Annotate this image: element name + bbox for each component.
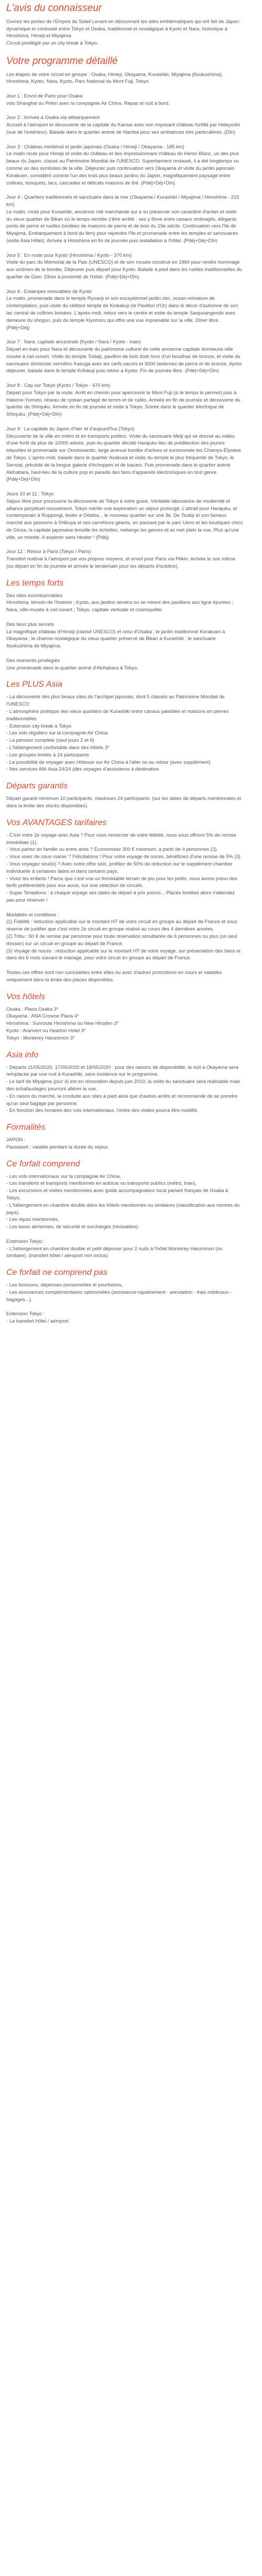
text-line: - Vivez les enfants ! Parce que c'est vrai un formidable terrain de jeu pour les petits, nous avons prévu des tarifs préférentiels pour eux aussi, sur une sélection de circuits.	[6, 875, 237, 889]
text-line: - Les vols internationaux sur la compagnie Air China,	[6, 1173, 121, 1179]
text-line: Toutes ces offres sont non cumulables entre elles ou avec d'autres promotions en cours et valables uniquement dans la limite des places disponibles.	[6, 969, 222, 982]
text-line: - Les transferts et transports mentionnés en autocar ou transports publics (métro, train),	[6, 1180, 197, 1186]
text-line: Jour 1 : Envol de Paris pour Osaka	[6, 93, 83, 99]
text-line: vols Shanghai ou Pékin avec la compagnie Air China. Repas et nuit à bord.	[6, 100, 170, 106]
section-title: Votre programme détaillé	[6, 55, 118, 67]
text-line: Passeport : valable pendant la durée du séjour.	[6, 1143, 109, 1150]
text-line: Départ garanti minimum 10 participants, maximum 24 participants. (sur les dates de départs mentionnées et dans la limite des stocks disponibles)	[6, 795, 242, 808]
section-intro	[6, 2, 243, 47]
text-line: Jours 10 et 11 : Tokyo	[6, 490, 54, 496]
text-line: (1) Fidélité : réduction applicable sur le montant HT de votre circuit en groupe au départ de France et sous réserve de justifier que c'est votre 2e circuit en groupe réalisé au cours des 4 dernières années.	[6, 918, 237, 932]
text-line: Des sites incontournables	[6, 592, 63, 598]
text-line: Visite du parc du Mémorial de la Paix (UNESCO) et de son musée construit en 1960 pour rendre hommage aux victimes de la bombe. Déjeuner puis départ pour Kyoto. Balade à pied dans les ruelles traditionnelles du quartier de Gion. Dîner à proximité de l'hôtel. (Pdéj+Déj+Dîn)	[6, 259, 242, 279]
paragraph-gap	[6, 136, 243, 143]
text-line: Jour 2 : Arrivée à Osaka via débarquement	[6, 114, 100, 121]
text-line: (3) Voyage de noces : réduction applicable sur le montant HT de votre voyage, sur présentation des bans et dans les 6 mois suivant le mariage, pour votre circuit en groupe au départ de France.	[6, 947, 241, 961]
section-title: Les temps forts	[6, 578, 64, 588]
text-line: Séjour libre pour poursuivre la découverte de Tokyo à votre guise. Véritable laboratoire de modernité et alliance perpétuel mouvement, Tokyo mérite une exploration un séjour prolongé. L'attrait pour Harajuku, et contemporain à Roppongi, tester à Odaiba... le nouveau quartier sur une île. De Tsukiji et son fameux marché aux poissons à Shibuya et ses carrefours géants, en passant par le parc Ueno et les boutiques chics de Ginza, la capitale japonaise brouille les échelles, mélange les genres et se met plein la vue. Plus qu'une ville, un monde. A explorer sans hésiter ! (Pdéj)	[6, 497, 243, 540]
text-line: Jour 12 : Retour à Paris (Tokyo / Paris)	[6, 548, 91, 555]
text-line: Ouvrez les portes de l'Empire du Soleil Levant en découvrant les sites emblématiques qui ont fait de Japon: dynamique et contrasté entre Tokyo et Osaka, traditionnel et nostalgique à Kyoto et Nara, historique à Hiroshima, Himeji et Miyajima.	[6, 18, 241, 39]
section-excluded	[6, 1268, 243, 1325]
text-line: Hiroshima : Sunroute Hiroshima ou New Hiroden 3*	[6, 1020, 119, 1026]
text-line: Osaka : Plaza Osaka 3*	[6, 1005, 59, 1012]
section-title: Départs garantis	[6, 782, 68, 791]
text-line: Extension Tokyo :	[6, 1238, 45, 1244]
paragraph-gap	[6, 186, 243, 193]
paragraph-gap	[6, 85, 243, 92]
text-line: Jour 7 : Nara, capitale ancestrale (Kyoto / Nara / Kyoto - train)	[6, 339, 141, 345]
text-line: Départ en train pour Nara et découverte du patrimoine culturel de cette ancienne capitale dormeuse ville musée à ciel ouvert. Visite du temple Todaiji, pavillon de bois doté hors d'un boudhas de bronze, et visite du sanctuaire shintoïste vermillon Kasuga avec les cerfs sacrés et 3000 lanternes de pierre et de bronze. Après déjeuner, balade dans le temple Kofukuji puis retour à Kyoto. Fin de journée libre. (Pdéj+Déj+Dîn)	[6, 345, 242, 374]
text-line: - Les repas mentionnés,	[6, 1216, 59, 1222]
section-title: Vos hôtels	[6, 992, 46, 1001]
section-included	[6, 1159, 243, 1260]
text-line: - La possibilité de voyager avec Hôtesse sur Air China à l'aller ou au retour (avec supplément)	[6, 759, 211, 765]
text-line: JAPON :	[6, 1137, 26, 1143]
text-line: - La pension complète (sauf jours 2 et 6)	[6, 737, 94, 743]
section-highlights	[6, 578, 243, 672]
text-line: - L'hébergement en chambre double et petit déjeuner pour 2 nuits à l'hôtel Monterey Hanzomon (ou similaire). (transfert hôtel / aéroport non inclus)	[6, 1245, 223, 1259]
paragraph-gap	[6, 650, 243, 657]
text-line: - Extension city break à Tokyo	[6, 722, 72, 729]
text-line: - Vous vivez de nous marier ? Félicitations ! Pour votre voyage de noces, bénéficiez d'une remise de 5% (3).	[6, 853, 242, 860]
text-line: - Départs 11/05/2020, 17/05/2020 et 18/05/2020 : pour des raisons de disponibilité, la nuit à Okayama sera remplacée par une nuit à Kurashiki, sans incidence sur le programme.	[6, 1064, 238, 1077]
section-title: Vos AVANTAGES tarifaires	[6, 818, 107, 827]
text-line: - Vous partez en famille ou entre amis ? Économisez 300 € minimum, à partir de 4 personnes (2).	[6, 846, 218, 852]
text-line: - Les taxes aériennes, de sécurité et surcharges (révisables).	[6, 1224, 139, 1230]
text-line: Le matin, promenade dans le temple Ryoanji et son exceptionnel jardin zen, ocean miniature de contemplation, puis visite du célèbre temple de Kinkakuji (le Pavillon d'Or) dans le décor d'automne de son lac central de collines boisées. L'après-midi, retour vers le centre et visite du temple Sanjusangendo avec demeure du shogun, puis du temple Kiyomizu qui offre une vue imprenable sur la ville. Dîner libre. (Pdéj+Déj)	[6, 295, 238, 330]
section-advantages	[6, 818, 243, 983]
page-content	[0, 0, 249, 1339]
text-line: - En fonction des horaires des vols internationaux, l'ordre des visites pourra être modifié.	[6, 1107, 199, 1113]
text-line: Transfert matinal à l'aéroport par vos propres moyens, et envol pour Paris via Pékin. Arrivée le soir même (ou départ en fin de journée et arrivée le lendemain pour les départs d'octobre).	[6, 556, 236, 569]
section-title: Ce forfait ne comprend pas	[6, 1268, 107, 1278]
text-line: Hiroshima, témoin de l'histoire ; Kyoto, aux jardins sereins ou se mirent des pavillons aux ligne épurées ; Nara, ville-musée à ciel ouvert ; Tokyo, capitale verticale et cosmopolite.	[6, 599, 234, 613]
text-line: Jour 4 : Quartiers traditionnels et sanctuaire dans la mer (Okayama / Kurashiki / Miyajima / Hiroshima - 215 km)	[6, 194, 239, 208]
text-line: - En raison du marché, la conduite aux sites à pied ainsi que d'autres arrêts et recommandé de se prendre qu'un seul bagage par personne.	[6, 1092, 238, 1106]
section-title: Ce forfait comprend	[6, 1159, 80, 1168]
paragraph-gap	[6, 280, 243, 288]
text-line: Des moments privilégiés	[6, 657, 60, 663]
text-line: Okayama : ANA Crowne Plaza 4*	[6, 1013, 79, 1019]
paragraph-gap	[6, 374, 243, 382]
text-line: (2) Tribu : 50 € de remise par personne pour toute réservation simultanée de 6 personnes ou plus (un seul dossier) sur un circuit en groupe au départ de France.	[6, 933, 237, 946]
text-line: - C'est votre 2e voyage avec Asia ? Pour vous remercier de votre fidélité, nous vous offrons 5% de remise immédiate (1).	[6, 831, 236, 845]
paragraph-gap	[6, 961, 243, 969]
text-line: Une promenade dans le quartier animé d'Akihabara à Tokyo.	[6, 664, 138, 670]
paragraph-gap	[6, 904, 243, 911]
paragraph-gap	[6, 331, 243, 338]
text-line: Découverte de la ville en métro et en transports publics. Visite du sanctuaire Meiji qui se dresse au milieu d'une forêt de plus de 10000 arbres, puis du quartier décalé Harajuku lieu de prédilection des jeunes tokyoïtes et promenade sur Omotesando, large avenue bordée d'arbres et surnommée les Champs-Élysées de Tokyo. L'après-midi, balade dans le quartier Asakusa et visite du temple le plus fréquenté de Tokyo, le Sensoji, précédé de la longue galerie d'échoppes et de bazars. Puis promenade dans le quartier animé Akihabara, haut-lieu de la culture pop et paradis des fans d'appareils électroniques en tout genre. (Pdéj+Déj+Dîn)	[6, 432, 241, 482]
text-line: - Les boissons, dépenses personnelles et pourboires,	[6, 1282, 123, 1288]
text-line: - Les excursions et visites mentionnées avec guide accompagnateur local parlant français de Osaka à Tokyo,	[6, 1187, 228, 1201]
text-line: Jour 3 : Château médiéval et jardin japonais (Osaka / Himeji / Okayama - 185 km)	[6, 143, 184, 149]
text-line: - Les assurances complémentaires optionnelles (assistance-rapatriement - annulation - frais médicaux - bagages...).	[6, 1289, 232, 1302]
text-line: Accueil à l'aéroport et découverte de la capitale du Kansai avec son imposant château fortifié par Hideyoshi (vue de l'extérieur). Balade dans le quartier animé de Namba pour ses ambiances très particulières. (Dîn)	[6, 122, 240, 135]
text-line: Départ pour Tokyo par la route. Arrêt en chemin pour apercevoir le Mont Fuji (si le temps le permet) puis à Hakone-Yumoto, réseau de ryokan partagé de terres et de cafés. Arrivée en fin de journée et découverte du quartier de Shinjuku. Arrivée en fin de journée et visite à Tokyo. Soirée dans le quartier électrique de Shinjuku. (Pdéj+Déj+Dîn)	[6, 389, 241, 417]
text-line: Jour 6 : Estampes immuables de Kyoto	[6, 288, 92, 294]
text-line: - L'atmosphère poétique des vieux quartiers de Kurashiki entre canaux paisibles et maisons en pierres traditionnelles	[6, 708, 229, 721]
text-line: - Le tarif de Miyajima (jour 4) est en rénovation depuis juin 2019, la visite du sanctuaire sera réalisable mais des échafaudages pourront altérer la vue.	[6, 1078, 241, 1091]
paragraph-gap	[6, 613, 243, 621]
section-program	[6, 55, 243, 570]
text-line: Jour 8 : Cap sur Tokyo (Kyoto / Tokyo - 470 km)	[6, 382, 110, 388]
section-hotels	[6, 992, 243, 1042]
section-title: Asia info	[6, 1050, 39, 1059]
section-departures	[6, 781, 243, 809]
text-line: - L'hébergement en chambre double dans les hôtels mentionnés ou similaires (classification aux normes du pays),	[6, 1202, 240, 1215]
text-line: - L'hébergement confortable dans des hôtels 3*	[6, 744, 110, 751]
section-title: L'avis du connaisseur	[6, 3, 102, 14]
section-asia-info	[6, 1050, 243, 1114]
section-title: Formalités	[6, 1123, 46, 1132]
text-line: Le matin, route pour Kurashiki, ancienne cité marchande qui a su préserver son caractère d'antan et visite du vieux quartier de Bikan où le temps semble s'être arrêté : ses y fûme entre canaux ombragés, élégants ponts de pierre et ruelles bordées de maisons de pierre et de bois du 19e siècle. Continuation vers l'île de Miyajima. Embarquement à bord du ferry pour rejoindre l'île et promenade entre les temples et sanctuaires (visite Asia Hôtel). Arrivée à Hiroshima en fin de journée puis installation à l'hôtel. (Pdéj+Déj+Dîn)	[6, 208, 238, 244]
paragraph-gap	[6, 1230, 243, 1238]
text-line: - Les groupes limités à 24 participants	[6, 751, 89, 757]
text-line: Des lieux plus secrets	[6, 621, 54, 627]
paragraph-gap	[6, 107, 243, 114]
text-line: - Le transfert hôtel / aéroport	[6, 1318, 69, 1324]
text-line: - Les vols réguliers sur la compagnie Air China	[6, 730, 108, 736]
paragraph-gap	[6, 244, 243, 252]
text-line: Les étapes de votre circuit en groupe : Osaka, Himeji, Okayama, Kurashiki, Miyajima (Itsukushima), Hiroshima, Kyoto, Nara, Kyoto, Parc National du Mont Fuji, Tokyo	[6, 71, 223, 84]
text-line: Modalités et conditions :	[6, 911, 59, 917]
text-line: Circuit privilégié par un city break à Tokyo.	[6, 40, 99, 46]
text-line: - Vous voyagez seul(e) ? Avec notre offre solo, profitez de 50% de réduction sur le supplément chambre individuelle à certaines dates et dans certains pays.	[6, 860, 233, 874]
text-line: Le matin route pour Himeji et visite du château et des impressionnant château du Héron Blanc, un des plus beaux du Japon, classé au Patrimoine Mondial de l'UNESCO. Superbement restauré, il a été longtemps vu comme un des symboles de la ville. Déjeuner puis continuation vers Okayama et visite du jardin japonais Korakuen, considéré comme l'un des trois plus beaux jardins du Japon, magnifiquement paysagé entre collines, bosquets, lacs, cascades et délicats maisons de thé. (Pdéj+Déj+Dîn)	[6, 150, 239, 186]
text-line: Le magnifique château d'Himeji (classé UNESCO) et celui d'Osaka ; le jardin traditionnel Korakuen à Okayama ; le charme nostalgique du vieux quartier préservé de Bikan à Kurashiki ; le sanctuaire Itsukushima de Miyajima.	[6, 628, 225, 649]
text-line: Jour 9 : La capitale du Japon d'hier et d'aujourd'hui (Tokyo)	[6, 425, 135, 431]
text-line: Tokyo : Monterey Hanzomon 3*	[6, 1034, 75, 1041]
text-line: Kyoto : Aranvert ou Hearton Hotel 3*	[6, 1027, 86, 1033]
text-line: Extension Tokyo :	[6, 1311, 45, 1317]
paragraph-gap	[6, 540, 243, 548]
paragraph-gap	[6, 1303, 243, 1311]
section-plus	[6, 679, 243, 773]
section-formalities	[6, 1122, 243, 1151]
text-line: - La découverte des plus beaux sites de l'archipel japonais, dont 5 classés au Patrimoine Mondial de l'UNESCO	[6, 694, 225, 707]
text-line: Jour 5 : En route pour Kyoto (Hiroshima / Kyoto - 370 km)	[6, 252, 132, 258]
paragraph-gap	[6, 418, 243, 425]
section-title: Les PLUS Asia	[6, 680, 63, 689]
text-line: - Super Tentations : à chaque voyage ses dates de départ à prix promo... Places limitées alors n'attendez pas pour réserver !	[6, 890, 235, 903]
text-line: - Nos services Allô Asia 24/24 (dès voyages d'assistance à destination	[6, 766, 159, 772]
paragraph-gap	[6, 483, 243, 490]
